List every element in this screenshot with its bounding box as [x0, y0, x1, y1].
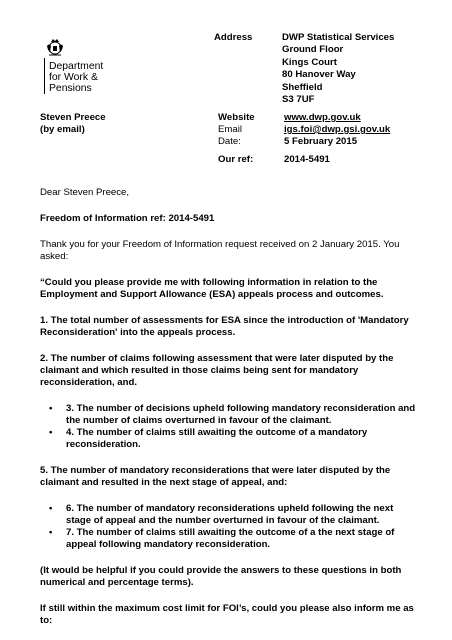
dwp-logo — [44, 36, 124, 94]
bullet-icon: • — [49, 427, 53, 438]
recipient-via: (by email) — [40, 124, 85, 135]
address-line: Ground Floor — [282, 44, 344, 56]
cost-limit-paragraph: If still within the maximum cost limit for FOI’s, could you please also inform me as to: — [40, 603, 414, 626]
address-line: S3 7UF — [282, 93, 315, 105]
address-line: Kings Court — [282, 56, 337, 68]
question-6: 6. The number of mandatory reconsiderations upheld following the next stage of appeal and the number overturned in favour of the claimant. — [66, 503, 394, 526]
address-label: Address — [214, 32, 253, 43]
email-link[interactable]: igs.foi@dwp.gsi.gov.uk — [284, 124, 391, 135]
list-item — [40, 403, 420, 427]
question-3: 3. The number of decisions upheld following mandatory reconsideration and the number of claims overturned in favour of the claimant. — [66, 403, 416, 426]
list-item — [40, 427, 420, 451]
request-intro: “Could you please provide me with following information in relation to the Employment and Support Allowance (ESA) appeals process and outcomes. — [40, 277, 384, 300]
meta-values — [284, 112, 390, 148]
email-label: Email — [218, 124, 242, 135]
question-5: 5. The number of mandatory reconsiderations that were later disputed by the claimant and resulted in the next stage of appeal, and: — [40, 465, 391, 488]
ref-value: 2014-5491 — [284, 154, 330, 165]
logo-line-1: Department — [49, 61, 104, 72]
logo-line-2: for Work & — [49, 72, 98, 83]
helpful-note: (It would be helpful if you could provide the answers to these questions in both numerical and percentage terms). — [40, 565, 402, 588]
address-line: 80 Hanover Way — [282, 69, 356, 81]
date-value: 5 February 2015 — [284, 136, 358, 147]
bullet-icon: • — [49, 527, 53, 538]
subject-line: Freedom of Information ref: 2014-5491 — [40, 213, 215, 224]
ref-label: Our ref: — [218, 154, 254, 165]
list-item — [40, 527, 420, 551]
question-list-a — [40, 403, 420, 451]
letter-body — [40, 187, 420, 627]
website-label: Website — [218, 112, 255, 123]
list-item — [40, 503, 420, 527]
question-2: 2. The number of claims following assessment that were later disputed by the claimant and which resulted in those claims being sent for mandatory reconsideration, and. — [40, 353, 394, 388]
question-list-b — [40, 503, 420, 551]
thanks-paragraph: Thank you for your Freedom of Information request received on 2 January 2015. You asked: — [40, 239, 400, 262]
royal-crest-icon — [44, 36, 66, 58]
website-link[interactable]: www.dwp.gov.uk — [284, 112, 361, 123]
address-block — [282, 32, 394, 106]
recipient-name: Steven Preece — [40, 112, 106, 123]
bullet-icon: • — [49, 503, 53, 514]
bullet-icon: • — [49, 403, 53, 414]
question-4: 4. The number of claims still awaiting the outcome of a mandatory reconsideration. — [66, 427, 368, 450]
question-1: 1. The total number of assessments for ESA since the introduction of 'Mandatory Reconsideration' into the appeals process. — [40, 315, 409, 338]
address-line: Sheffield — [282, 81, 323, 93]
salutation: Dear Steven Preece, — [40, 187, 130, 198]
meta-labels — [218, 112, 255, 148]
logo-rule — [44, 58, 45, 94]
address-line: DWP Statistical Services — [282, 32, 395, 43]
logo-line-3: Pensions — [49, 83, 92, 94]
question-7: 7. The number of claims still awaiting the outcome of a the next stage of appeal following mandatory reconsideration. — [66, 527, 395, 550]
recipient-block — [40, 112, 106, 136]
date-label: Date: — [218, 136, 241, 147]
